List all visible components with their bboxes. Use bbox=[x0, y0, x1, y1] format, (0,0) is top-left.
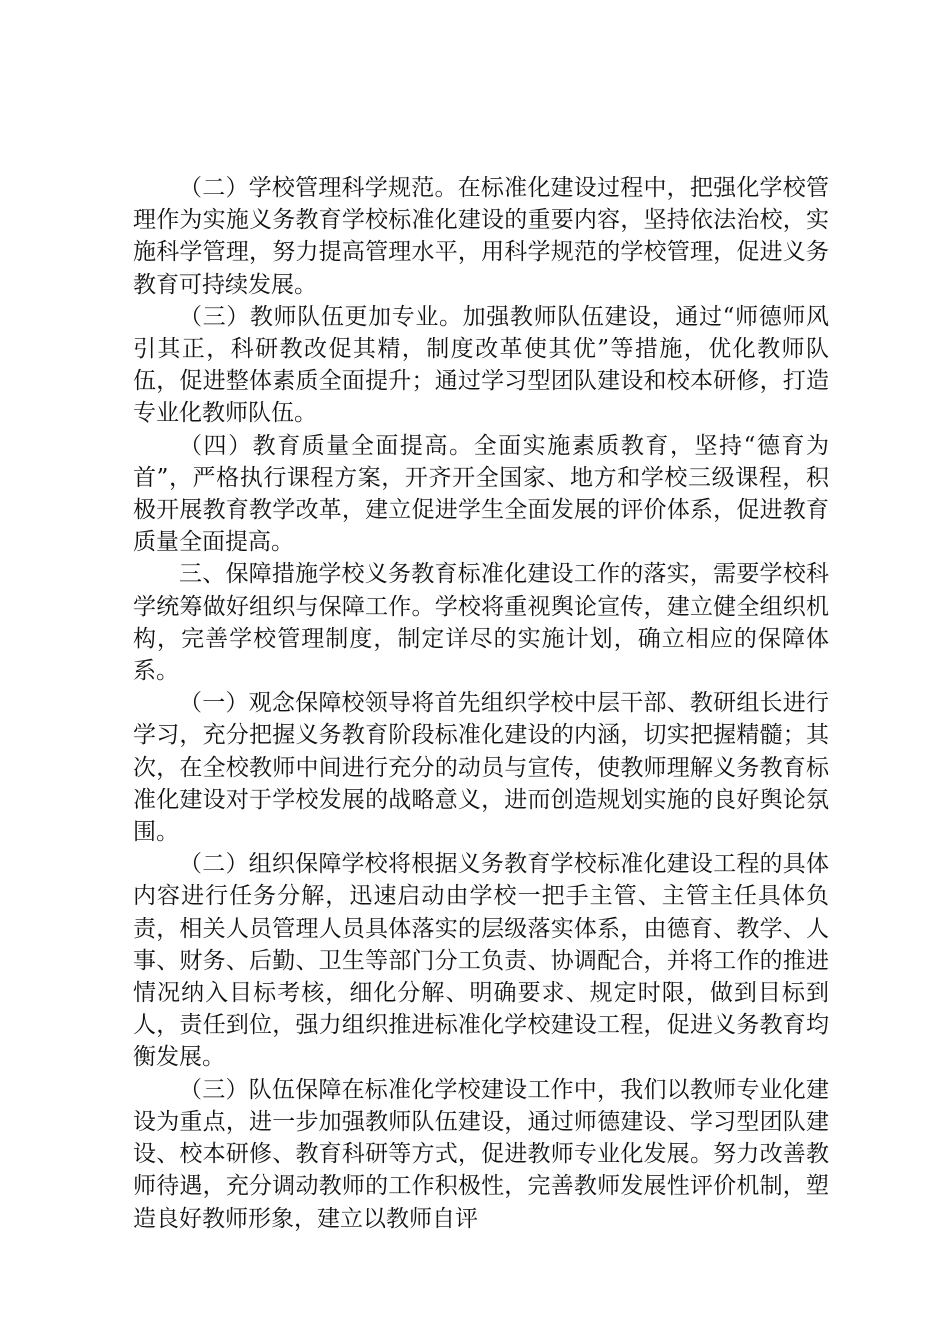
paragraph-safeguard-measures: 三、保障措施学校义务教育标准化建设工作的落实，需要学校科学统筹做好组织与保障工作。学校将重视舆论宣传，建立健全组织机构，完善学校管理制度，制定详尽的实施计划，确立相应的保障体系。 bbox=[133, 561, 829, 685]
paragraph-team-safeguard: （三）队伍保障在标准化学校建设工作中，我们以教师专业化建设为重点，进一步加强教师队伍建设，通过师德建设、学习型团队建设、校本研修、教育科研等方式，促进教师专业化发展。努力改善教师待遇，充分调动教师的工作积极性，完善教师发展性评价机制，塑造良好教师形象，建立以教师自评 bbox=[133, 1076, 829, 1232]
paragraph-organization-safeguard: （二）组织保障学校将根据义务教育学校标准化建设工程的具体内容进行任务分解，迅速启动由学校一把手主管、主管主任具体负责，相关人员管理人员具体落实的层级落实体系，由德育、教学、人事、财务、后勤、卫生等部门分工负责、协调配合，并将工作的推进情况纳入目标考核，细化分解、明确要求、规定时限，做到目标到人，责任到位，强力组织推进标准化学校建设工程，促进义务教育均衡发展。 bbox=[133, 851, 829, 1071]
paragraph-teacher-team: （三）教师队伍更加专业。加强教师队伍建设，通过“师德师风引其正，科研教改促其精，制度改革使其优”等措施，优化教师队伍，促进整体素质全面提升；通过学习型团队建设和校本研修，打造专业化教师队伍。 bbox=[133, 303, 829, 427]
paragraph-education-quality: （四）教育质量全面提高。全面实施素质教育，坚持“德育为首”，严格执行课程方案，开齐开全国家、地方和学校三级课程，积极开展教育教学改革，建立促进学生全面发展的评价体系，促进教育质量全面提高。 bbox=[133, 432, 829, 556]
paragraph-concept-safeguard: （一）观念保障校领导将首先组织学校中层干部、教研组长进行学习，充分把握义务教育阶段标准化建设的内涵，切实把握精髓；其次，在全校教师中间进行充分的动员与宣传，使教师理解义务教育标准化建设对于学校发展的战略意义，进而创造规划实施的良好舆论氛围。 bbox=[133, 690, 829, 846]
paragraph-school-management: （二）学校管理科学规范。在标准化建设过程中，把强化学校管理作为实施义务教育学校标准化建设的重要内容，坚持依法治校，实施科学管理，努力提高管理水平，用科学规范的学校管理，促进义务教育可持续发展。 bbox=[133, 175, 829, 298]
document-body bbox=[133, 172, 829, 1235]
